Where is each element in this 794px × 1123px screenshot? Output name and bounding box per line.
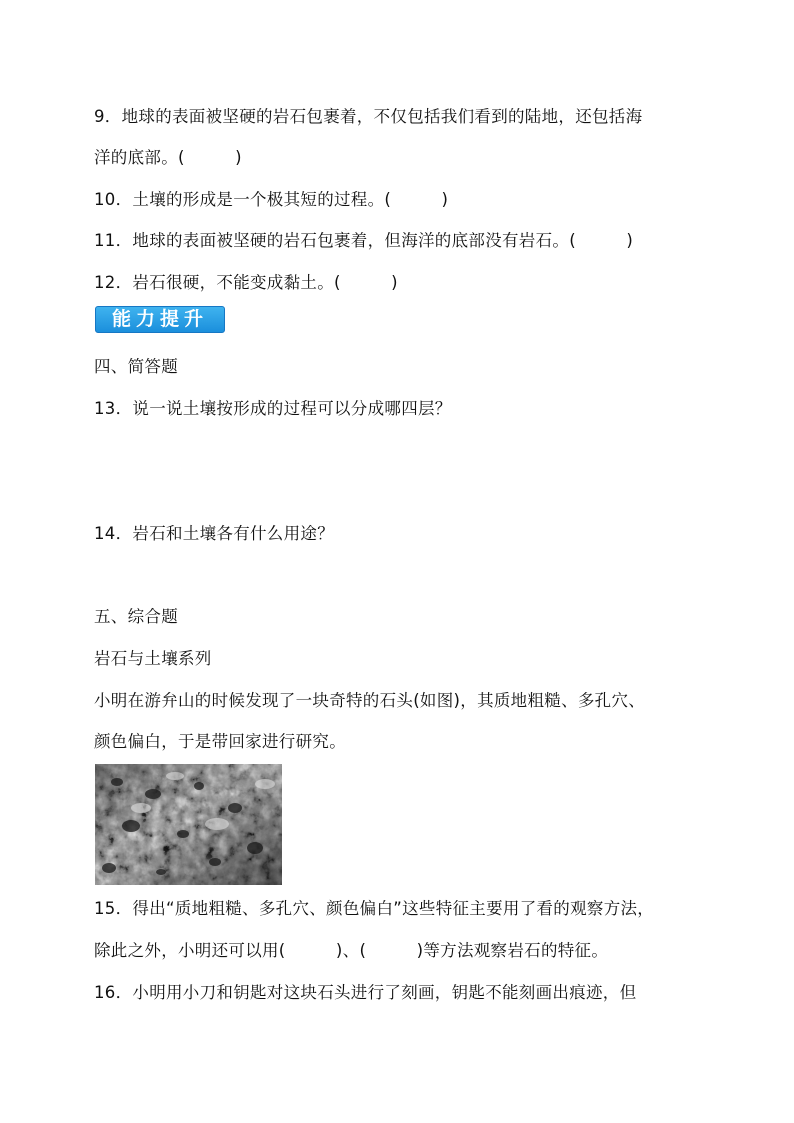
question-11: 11．地球的表面被坚硬的岩石包裹着，但海洋的底部没有岩石。( ) [94, 231, 634, 250]
question-15-line-1: 15．得出“质地粗糙、多孔穴、颜色偏白”这些特征主要用了看的观察方法， [94, 899, 655, 918]
question-15-line-2: 除此之外，小明还可以用( )、( )等方法观察岩石的特征。 [94, 941, 609, 960]
ability-badge: 能力提升 [95, 306, 225, 333]
question-9-line-1: 9．地球的表面被坚硬的岩石包裹着，不仅包括我们看到的陆地，还包括海 [94, 107, 643, 126]
intro-line-1: 小明在游弁山的时候发现了一块奇特的石头(如图)，其质地粗糙、多孔穴、 [94, 691, 646, 710]
rock-texture [95, 764, 282, 885]
section-4-heading: 四、简答题 [94, 357, 178, 376]
question-9-line-2: 洋的底部。( ) [94, 148, 242, 167]
question-13: 13．说一说土壤按形成的过程可以分成哪四层？ [94, 399, 452, 418]
intro-line-2: 颜色偏白，于是带回家进行研究。 [94, 732, 346, 751]
question-12: 12．岩石很硬，不能变成黏土。( ) [94, 273, 398, 292]
rock-photo [95, 764, 282, 885]
series-title: 岩石与土壤系列 [94, 649, 212, 668]
question-10: 10．土壤的形成是一个极其短的过程。( ) [94, 190, 449, 209]
section-5-heading: 五、综合题 [94, 607, 178, 626]
question-14: 14．岩石和土壤各有什么用途？ [94, 524, 334, 543]
question-16-line-1: 16．小明用小刀和钥匙对这块石头进行了刻画，钥匙不能刻画出痕迹，但 [94, 983, 637, 1002]
